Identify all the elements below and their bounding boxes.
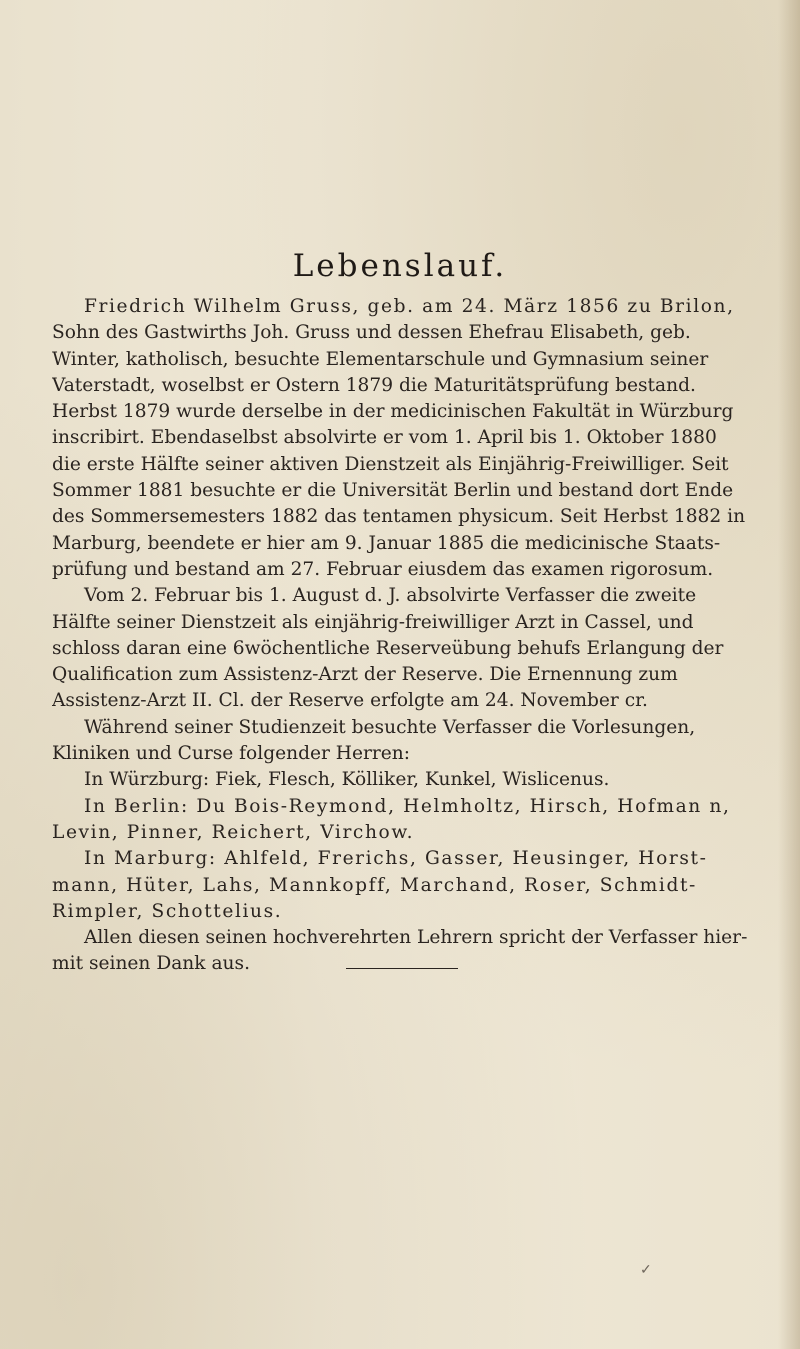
text-line: Während seiner Studienzeit besuchte Verfasser die Vorlesungen, xyxy=(84,716,696,738)
text-line: In Berlin: Du Bois-Reymond, Helmholtz, Hirsch, Hofman n, xyxy=(84,795,731,817)
page-edge-shadow xyxy=(778,0,800,1349)
text-line: In Marburg: Ahlfeld, Frerichs, Gasser, Heusinger, Horst- xyxy=(84,848,708,870)
text-line: Herbst 1879 wurde derselbe in der medicinischen Fakultät in Würzburg xyxy=(52,401,734,423)
text-line: mann, Hüter, Lahs, Mannkopff, Marchand, Roser, Schmidt- xyxy=(52,874,697,896)
document-body xyxy=(52,294,757,978)
text-line: inscribirt. Ebendaselbst absolvirte er vom 1. April bis 1. Oktober 1880 xyxy=(52,427,717,449)
text-line: Rimpler, Schottelius. xyxy=(52,900,283,922)
text-line: die erste Hälfte seiner aktiven Dienstzeit als Einjährig-Freiwilliger. Seit xyxy=(52,453,729,475)
text-line: des Sommersemesters 1882 das tentamen physicum. Seit Herbst 1882 in xyxy=(52,506,746,528)
text-line: Vaterstadt, woselbst er Ostern 1879 die Maturitätsprüfung bestand. xyxy=(52,374,696,396)
text-line: In Würzburg: Fiek, Flesch, Kölliker, Kunkel, Wislicenus. xyxy=(84,769,610,791)
text-line: Vom 2. Februar bis 1. August d. J. absolvirte Verfasser die zweite xyxy=(84,585,697,607)
text-line: schloss daran eine 6wöchentliche Reserveübung behufs Erlangung der xyxy=(52,637,724,659)
text-line: Kliniken und Curse folgender Herren: xyxy=(52,743,411,765)
text-line: Assistenz-Arzt II. Cl. der Reserve erfolgte am 24. November cr. xyxy=(52,690,648,712)
text-line: Sohn des Gastwirths Joh. Gruss und dessen Ehefrau Elisabeth, geb. xyxy=(52,322,691,344)
text-line: Qualification zum Assistenz-Arzt der Reserve. Die Ernennung zum xyxy=(52,664,678,686)
text-line: Sommer 1881 besuchte er die Universität Berlin und bestand dort Ende xyxy=(52,480,734,502)
document-title: Lebenslauf. xyxy=(292,248,508,284)
text-line: Marburg, beendete er hier am 9. Januar 1885 die medicinische Staats- xyxy=(52,532,721,554)
text-line: Levin, Pinner, Reichert, Virchow. xyxy=(52,821,415,843)
text-line: Hälfte seiner Dienstzeit als einjährig-freiwilliger Arzt in Cassel, und xyxy=(52,611,694,633)
text-line: mit seinen Dank aus. xyxy=(52,953,250,975)
text-line: Allen diesen seinen hochverehrten Lehrern spricht der Verfasser hier- xyxy=(84,927,748,949)
text-line: Winter, katholisch, besuchte Elementarschule und Gymnasium seiner xyxy=(52,348,709,370)
closing-rule xyxy=(346,968,458,969)
margin-mark: ✓ xyxy=(640,1262,652,1278)
text-line: prüfung und bestand am 27. Februar eiusdem das examen rigorosum. xyxy=(52,558,714,580)
text-line: Friedrich Wilhelm Gruss, geb. am 24. März 1856 zu Brilon, xyxy=(84,296,735,317)
